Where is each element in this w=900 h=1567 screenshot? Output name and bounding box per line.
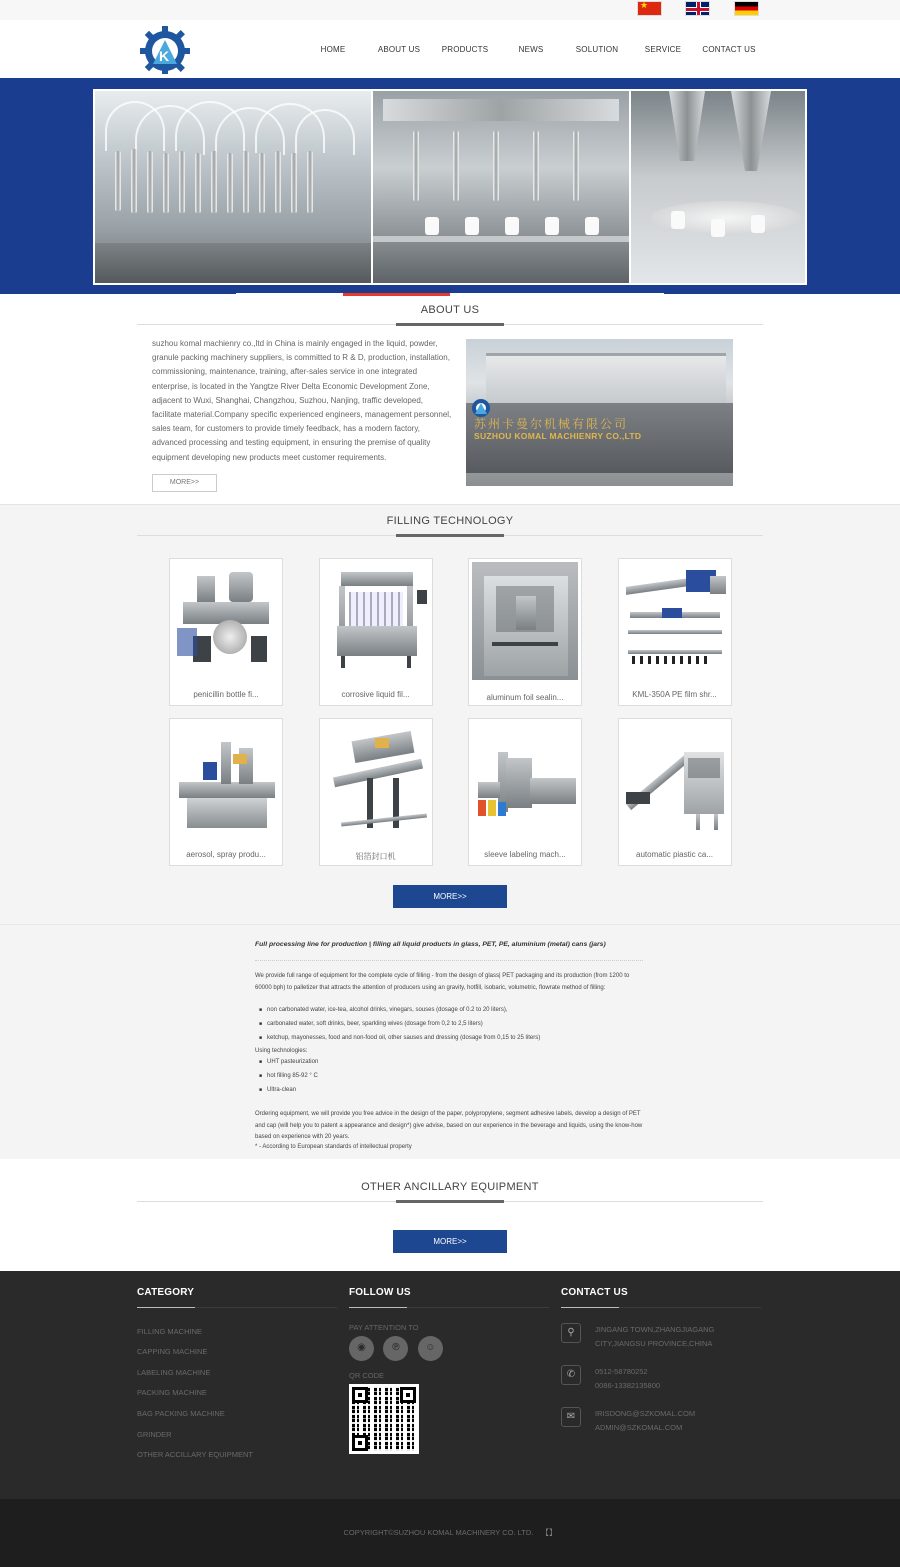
about-description: suzhou komal machienry co.,ltd in China is mainly engaged in the liquid, powder, granule packing machinery suppliers, is committed to R & D, production, installation, commissioning, maintenance, training, after-sales service in one integrated enterprise, is located in the Yangtze River Delta Economic Development Zone, adjacent to Wuxi, Shanghai, Changzhou, Suzhou, Nanjing, traffic developed, facilitate material.Company specific experienced engineers, management personnel, sales team, for customers to provide timely feedback, has a modern factory, advanced processing and testing equipment, in ensuring the premise of quality equipment developing new products meet customer requirements. — [152, 339, 452, 462]
tencent-weibo-icon[interactable]: ℗ — [383, 1336, 408, 1361]
product-caption[interactable]: corrosive liquid fil... — [341, 690, 410, 699]
filling-title: FILLING TECHNOLOGY — [386, 515, 514, 527]
footer-category-column — [137, 1287, 337, 1459]
product-caption[interactable]: KML-350A PE film shr... — [632, 690, 717, 699]
komal-logo[interactable] — [137, 24, 193, 74]
banner-filling-nozzles-photo — [95, 91, 371, 283]
nav-news[interactable]: NEWS — [518, 45, 544, 54]
product-image-film-shrink-machine — [622, 562, 728, 680]
copyright-bar — [0, 1499, 900, 1567]
product-caption[interactable]: 铝箔封口机 — [355, 852, 396, 861]
hero-banner — [0, 78, 900, 294]
ordering-text: Ordering equipment, we will provide you free advice in the design of the paper, polypropylene, segment adhesive labels, develop a design of PET and cap (will help you to patent a appearance and design*) give advise, based on our experience in the beverage and liquids, using the know-how based on experience with 20 years. — [255, 1111, 643, 1140]
china-flag-icon[interactable] — [637, 1, 662, 16]
weibo-icon[interactable]: ◉ — [349, 1336, 374, 1361]
processing-line-section — [0, 924, 900, 1159]
nav-solution[interactable]: SOLUTION — [575, 45, 619, 54]
product-card[interactable] — [468, 718, 582, 866]
qr-code-label: QR CODE — [349, 1371, 385, 1380]
filling-title-rule — [137, 534, 763, 536]
follow-heading: FOLLOW US — [349, 1287, 411, 1298]
nav-contact-us[interactable]: CONTACT US — [702, 45, 756, 54]
category-link[interactable]: GRINDER — [137, 1429, 172, 1439]
product-card[interactable] — [319, 718, 433, 866]
product-caption[interactable]: sleeve labeling mach... — [484, 850, 566, 859]
germany-flag-icon[interactable] — [734, 1, 759, 16]
uk-flag-icon[interactable] — [685, 1, 710, 16]
pay-attention-label: PAY ATTENTION TO — [349, 1323, 419, 1332]
product-caption[interactable]: automatic piastic ca... — [636, 850, 713, 859]
product-card[interactable] — [169, 558, 283, 706]
footer — [0, 1271, 900, 1499]
ancillary-title-rule — [137, 1200, 763, 1202]
email-address[interactable]: ADMIN@SZKOMAL.COM — [595, 1423, 683, 1432]
footer-contact-column — [561, 1287, 761, 1435]
product-card[interactable] — [618, 718, 732, 866]
banner-image[interactable] — [93, 89, 807, 285]
category-link[interactable]: FILLING MACHINE — [137, 1326, 203, 1336]
banner-filling-line-photo — [371, 91, 629, 283]
contact-rule — [561, 1298, 761, 1308]
nav-products[interactable]: PRODUCTS — [441, 45, 489, 54]
banner-capping-machine-photo — [629, 91, 805, 283]
contact-heading: CONTACT US — [561, 1287, 628, 1298]
qq-icon[interactable]: ☺ — [418, 1336, 443, 1361]
technology-item: ■ UHT pasteurization — [255, 1057, 645, 1069]
product-image-sleeve-labeling — [472, 722, 578, 840]
product-caption[interactable]: aerosol, spray produ... — [186, 850, 266, 859]
building-sign-chinese: 苏州卡曼尔机械有限公司 — [474, 417, 629, 431]
product-image-aerosol-spray — [173, 722, 279, 840]
processing-heading: Full processing line for production | filling all liquid products in glass, PET, PE, aluminium (metal) cans (jars) — [255, 941, 606, 948]
address-line: JINGANG TOWN,ZHANGJIAGANG — [595, 1325, 715, 1334]
building-sign-english: SUZHOU KOMAL MACHIENRY CO.,LTD — [474, 431, 642, 441]
about-title: ABOUT US — [420, 304, 480, 316]
processing-item: ■ carbonated water, soft drinks, beer, sparkling wives (dosage from 0,2 to 2,5 liters) — [255, 1019, 645, 1031]
filling-technology-section — [0, 504, 900, 924]
category-link[interactable]: PACKING MACHINE — [137, 1388, 207, 1398]
about-title-rule — [137, 323, 763, 325]
category-link[interactable]: BAG PACKING MACHINE — [137, 1408, 225, 1418]
product-caption[interactable]: aluminum foil sealin... — [486, 693, 564, 702]
product-card[interactable] — [169, 718, 283, 866]
about-more-button[interactable]: MORE>> — [152, 474, 217, 492]
product-image-plastic-capping — [622, 722, 728, 840]
product-image-foil-sealing-machine — [323, 722, 429, 840]
category-link[interactable]: CAPPING MACHINE — [137, 1347, 208, 1357]
phone-number: 0086-13382135800 — [595, 1381, 661, 1390]
product-grid — [169, 558, 732, 866]
nav-about-us[interactable]: ABOUT US — [377, 45, 421, 54]
product-card[interactable] — [319, 558, 433, 706]
email-address[interactable]: IRISDONG@SZKOMAL.COM — [595, 1409, 696, 1418]
technology-item: ■ hot filling 85-92 ° C — [255, 1071, 645, 1083]
ip-footnote: * - According to European standards of intellectual property — [255, 1144, 412, 1150]
language-bar — [0, 0, 900, 20]
envelope-icon: ✉ — [561, 1407, 581, 1427]
phone-number: 0512-58780252 — [595, 1367, 648, 1376]
processing-intro: We provide full range of equipment for the complete cycle of filling - from the design of glass| PET packaging and its production (from 1200 to 60000 bph) to palletizer that attracts the attention of producers using an gravity, hotfill, isobaric, volumetric, flowrate method of filling: — [255, 973, 630, 991]
category-heading: CATEGORY — [137, 1287, 195, 1298]
category-link[interactable]: OTHER ACCILLARY EQUIPMENT — [137, 1450, 254, 1460]
follow-rule — [349, 1298, 549, 1308]
main-nav — [300, 45, 762, 54]
product-card[interactable] — [618, 558, 732, 706]
category-rule — [137, 1298, 337, 1308]
technology-item: ■ Ultra-clean — [255, 1085, 645, 1097]
technologies-label: Using technologies: — [255, 1048, 308, 1054]
ancillary-more-button[interactable]: MORE>> — [393, 1230, 507, 1253]
ancillary-section — [0, 1159, 900, 1271]
product-card[interactable] — [468, 558, 582, 706]
building-logo-icon — [470, 397, 492, 417]
ancillary-title: OTHER ANCILLARY EQUIPMENT — [361, 1181, 539, 1193]
nav-home[interactable]: HOME — [320, 45, 346, 54]
admin-link-icon[interactable]: 【】 — [541, 1528, 557, 1537]
company-building-photo — [466, 339, 733, 486]
product-image-corrosive-liquid-filler — [323, 562, 429, 680]
filling-more-button[interactable]: MORE>> — [393, 885, 507, 908]
qr-code-image — [349, 1384, 419, 1454]
product-image-aluminum-foil-sealer — [472, 562, 578, 680]
footer-follow-column — [349, 1287, 549, 1454]
svg-text:K: K — [159, 48, 170, 64]
phone-icon: ✆ — [561, 1365, 581, 1385]
category-link[interactable]: LABELING MACHINE — [137, 1367, 211, 1377]
location-pin-icon: ⚲ — [561, 1323, 581, 1343]
address-line: CITY,JIANGSU PROVINCE,CHINA — [595, 1339, 713, 1348]
processing-divider — [255, 960, 643, 961]
processing-item: ■ ketchup, mayonesses, food and non-food oil, other sauses and dressing (dosage from 0,15 to 25 liters) — [255, 1033, 645, 1045]
processing-item: ■ non carbonated water, ice-tea, alcohol drinks, vinegars, souses (dosage of 0.2 to 20 liters), — [255, 1005, 645, 1017]
copyright-text: COPYRIGHT©SUZHOU KOMAL MACHINERY CO. LTD. — [343, 1528, 534, 1537]
nav-service[interactable]: SERVICE — [644, 45, 682, 54]
product-image-penicillin-filler — [173, 562, 279, 680]
header — [0, 20, 900, 78]
product-caption[interactable]: penicillin bottle fi... — [193, 690, 259, 699]
